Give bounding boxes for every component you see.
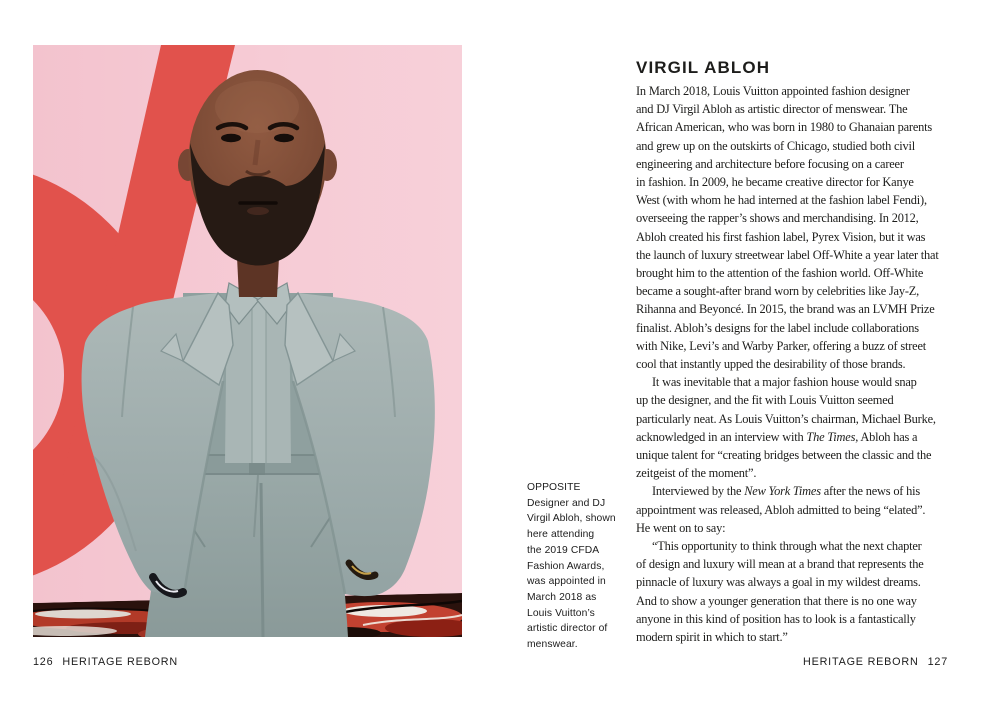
- body-paragraph-1: In March 2018, Louis Vuitton appointed fashion designer and DJ Virgil Abloh as artistic director of menswear. The African American, who was born in 1980 to Ghanaian parents and grew up on the outskirts of Chicago, studied both civil engineering and architecture before focusing on a career in fashion. In 2009, he became creative director for Kanye West (with whom he had interned at the fashion label Fendi), overseeing the rapper’s shows and merchandising. In 2012, Abloh created his first fashion label, Pyrex Vision, but it was the launch of luxury streetwear label Off-White a year later that brought him to the attention of the fashion world. Off-White became a sought-after brand worn by celebrities like Jay-Z, Rihanna and Beyoncé. In 2015, the brand was an LVMH Prize finalist. Abloh’s designs for the label include collaborations with Nike, Levi’s and Warby Parker, offering a buzz of street cool that instantly upped the desirability of those brands.: [636, 84, 939, 372]
- photo-caption: OPPOSITE Designer and DJ Virgil Abloh, shown here attending the 2019 CFDA Fashion Awards, was appointed in March 2018 as Louis Vuitton’s artistic director of menswear.: [527, 482, 616, 651]
- running-head: HERITAGE REBORN: [802, 656, 919, 668]
- photo-illustration: [33, 45, 462, 637]
- right-eye: [274, 134, 294, 142]
- body-paragraph-2: It was inevitable that a major fashion house would snap up the designer, and the fit with Louis Vuitton seemed particularly neat. As Louis Vuitton’s chairman, Michael Burke, acknowledged in an interview with The Times, Abloh has a unique talent for “creating bridges between the classic and the zeitgeist of the moment”.: [636, 375, 936, 481]
- page-number: 126: [33, 656, 54, 668]
- left-eye: [221, 134, 241, 142]
- page-number: 127: [927, 656, 948, 668]
- running-head: HERITAGE REBORN: [62, 656, 179, 668]
- article-heading: VIRGIL ABLOH: [636, 58, 771, 77]
- folio-right: [803, 656, 948, 668]
- lower-lip: [247, 207, 269, 215]
- suit-shirt: [225, 283, 291, 463]
- body-paragraph-3: Interviewed by the New York Times after the news of his appointment was released, Abloh admitted to being “elated”. He went on to say:: [636, 484, 926, 535]
- article: [636, 58, 966, 646]
- body-paragraph-4: “This opportunity to think through what the next chapter of design and luxury will mean at a brand that represents the pinnacle of luxury was always a goal in my wildest dreams. And to show a younger generation that there is no one way anyone in this kind of position has to look is a fantastically modern spirit in which to start.”: [636, 539, 924, 645]
- folio-left: [33, 656, 178, 668]
- nose: [255, 140, 258, 165]
- photo-virgil-abloh-cfda: [33, 45, 462, 637]
